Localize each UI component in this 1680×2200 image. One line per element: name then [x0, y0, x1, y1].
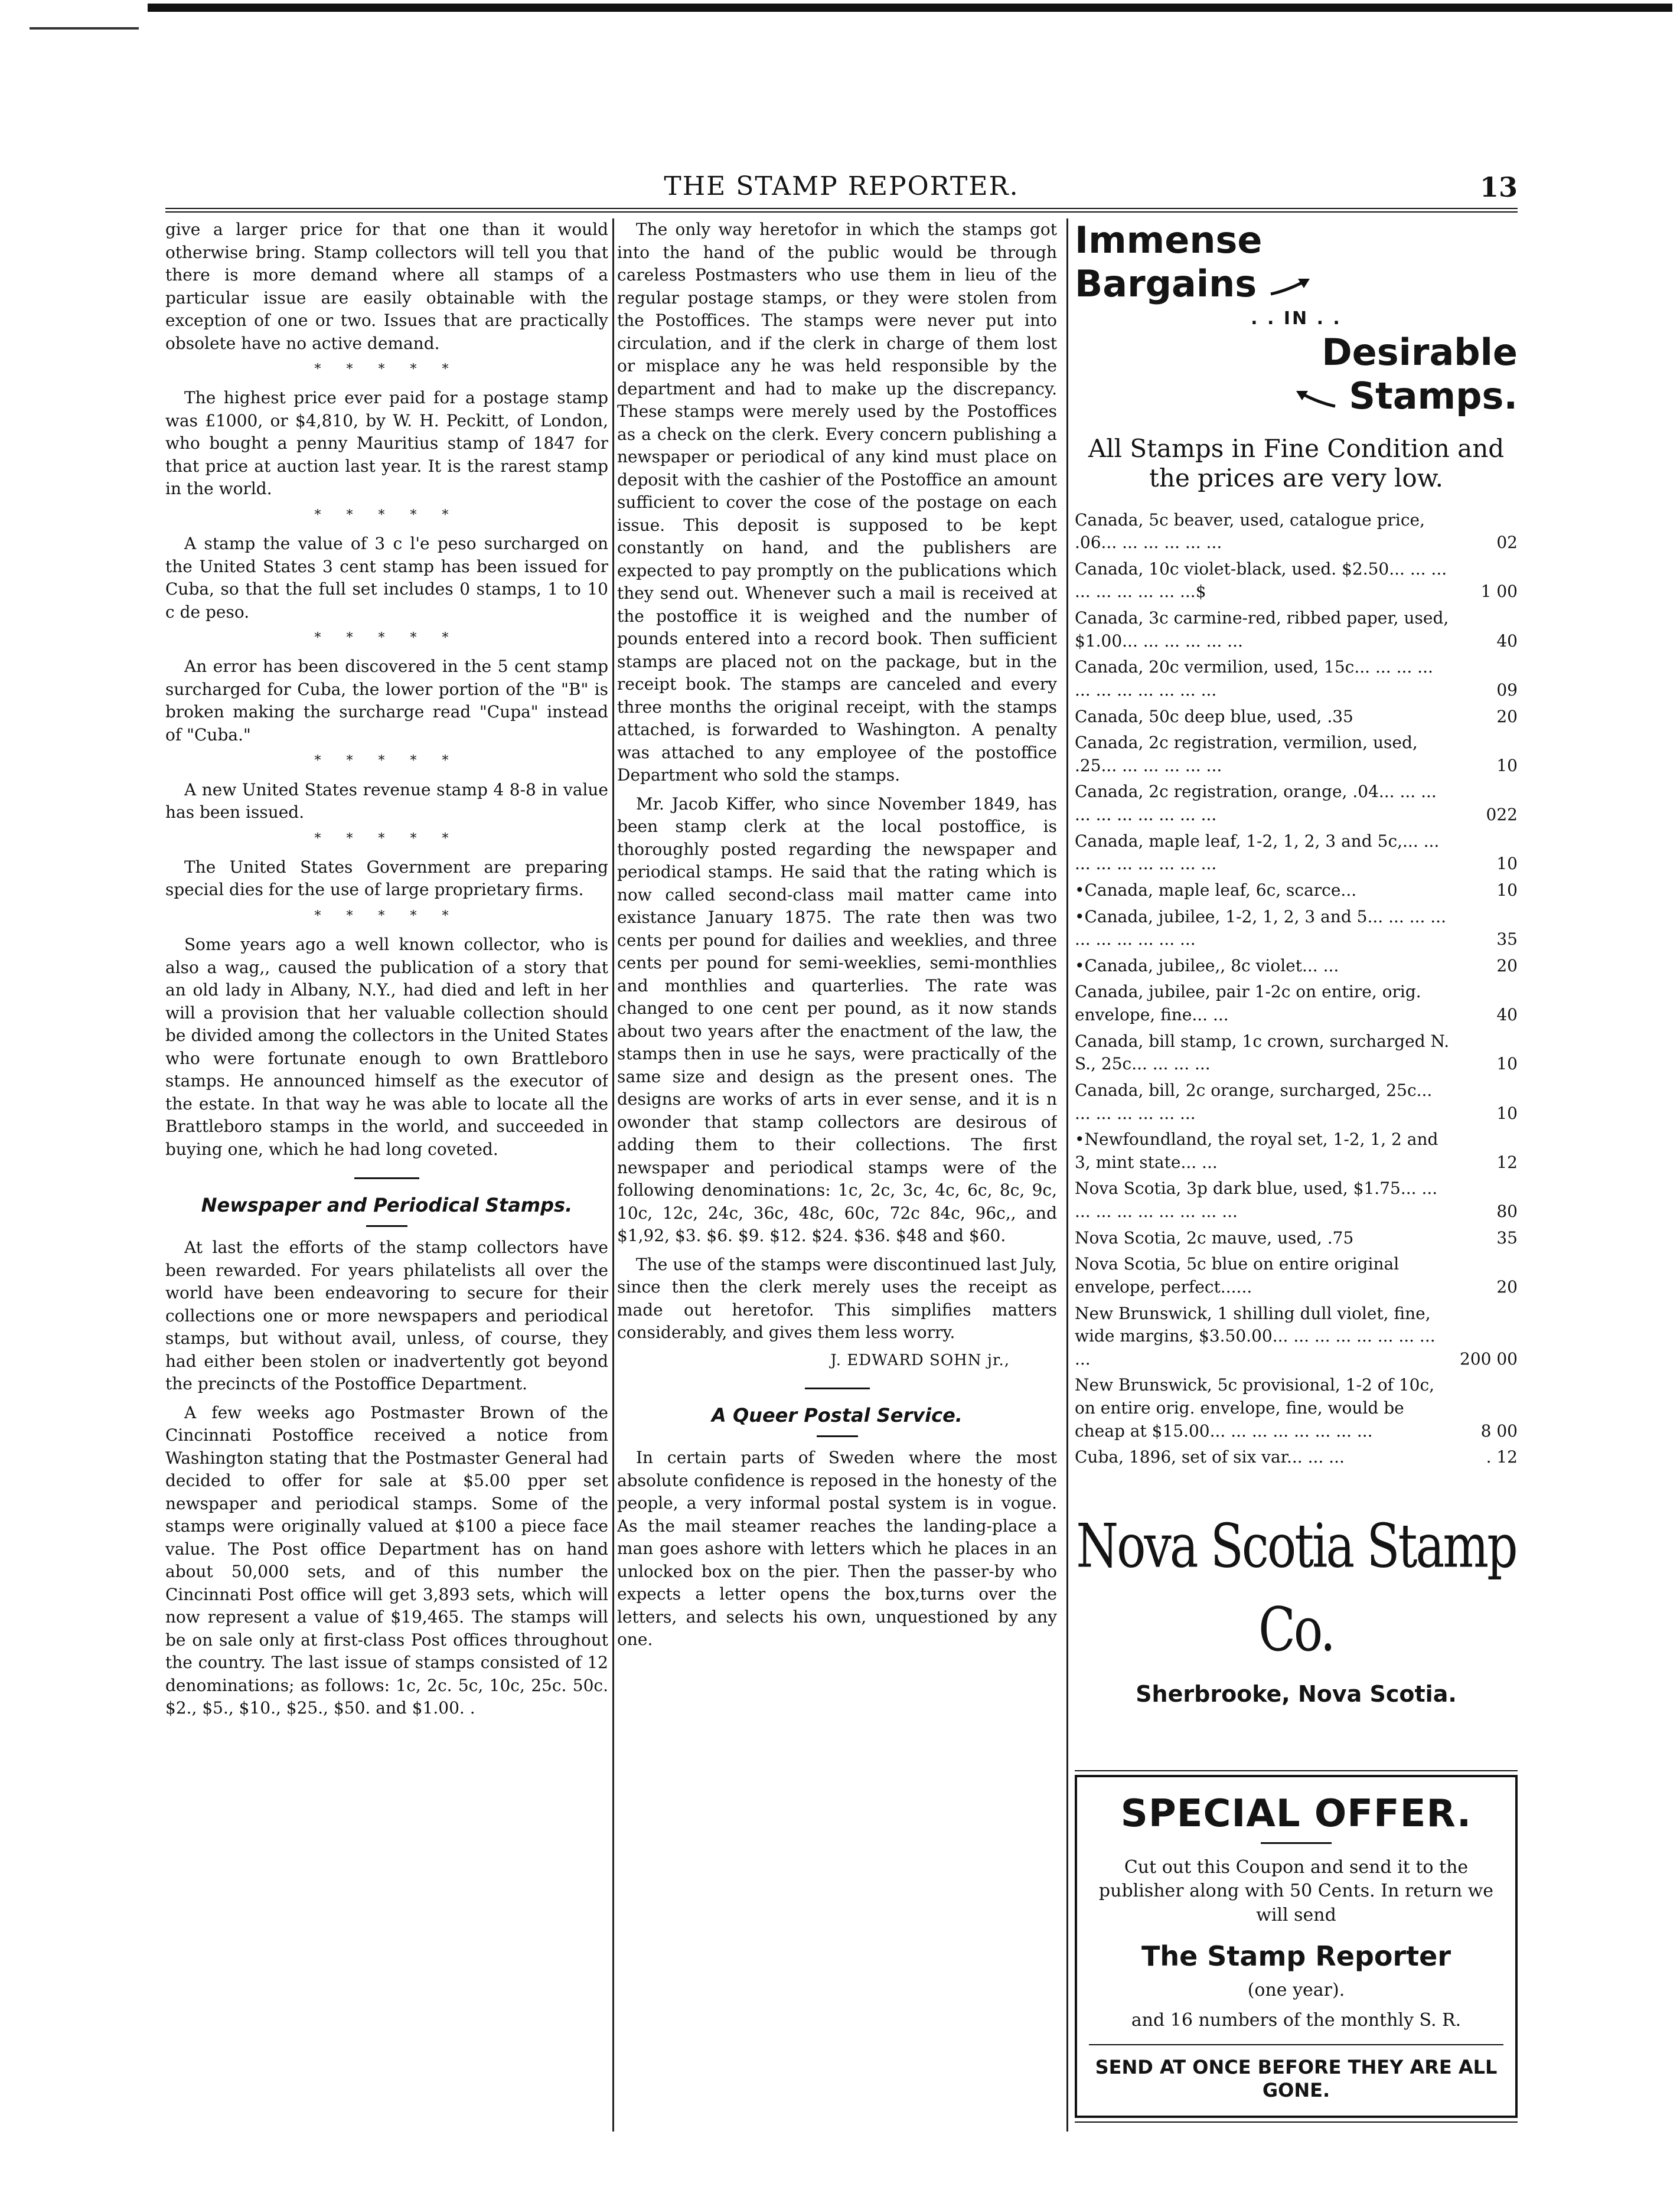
section-separator-stars: * * * * * [314, 831, 459, 846]
section-divider [366, 1225, 407, 1227]
article-paragraph: give a larger price for that one than it would otherwise bring. Stamp collectors will tell you that there is more demand where all stamps of a particular issue are easily obtainable with the exception of one or two. Issues that are practically obsolete have no active demand. [165, 220, 608, 353]
price-item-price: 12 [1496, 1152, 1518, 1172]
price-item-price: 40 [1496, 1005, 1518, 1025]
price-list-item [1075, 1253, 1518, 1298]
article-paragraph: A stamp the value of 3 c l'e peso surcharged on the United States 3 cent stamp has been issued for Cuba, so that the full set includes 0 stamps, 1 to 10 c de peso. [165, 534, 608, 622]
company-name: Nova Scotia Stamp Co. [1076, 1511, 1516, 1665]
offer-text: Cut out this Coupon and send it to the publisher along with 50 Cents. In return we will send [1098, 1856, 1494, 1925]
article-paragraph: The highest price ever paid for a postage stamp was £1000, or $4,810, by W. H. Peckitt, of London, who bought a penny Mauritius stamp of 1847 for that price at auction last year. It is the rarest stamp in the world. [165, 388, 608, 499]
header-rule [165, 208, 1518, 213]
top-border-rule [148, 4, 1672, 12]
offer-title: SPECIAL OFFER. [1120, 1791, 1472, 1836]
offer-divider [1261, 1842, 1332, 1844]
price-item-price: 10 [1496, 880, 1518, 900]
price-list-item [1075, 706, 1518, 729]
column-divider [612, 218, 614, 2132]
price-list-item [1075, 830, 1518, 876]
ad-heading-bargains [1075, 262, 1518, 306]
price-item-desc: Canada, 2c registration, orange, .04... ... ... ... ... ... ... ... ... ... [1075, 782, 1437, 825]
price-list-item [1075, 1374, 1518, 1442]
price-list-item [1075, 1227, 1518, 1250]
price-item-desc: •Canada, jubilee,, 8c violet... ... [1075, 955, 1339, 975]
price-item-price: 02 [1496, 533, 1518, 553]
article-paragraph: The United States Government are preparing special dies for the use of large proprietary firms. [165, 857, 608, 900]
pointing-arrow-icon [1295, 389, 1336, 409]
section-divider [354, 1177, 419, 1179]
company-address: Sherbrooke, Nova Scotia. [1136, 1681, 1457, 1708]
section-heading-queer-postal-service: A Queer Postal Service. [712, 1404, 963, 1427]
price-item-desc: New Brunswick, 1 shilling dull violet, fine, wide margins, $3.50.00... ... ... ... ... ... ... ... ... [1075, 1303, 1436, 1369]
article-paragraph: A new United States revenue stamp 4 8-8 in value has been issued. [165, 779, 608, 822]
offer-call-to-action: SEND AT ONCE BEFORE THEY ARE ALL GONE. [1095, 2056, 1498, 2101]
ad-intro: All Stamps in Fine Condition and the prices are very low. [1088, 433, 1505, 493]
section-separator-stars: * * * * * [314, 507, 459, 523]
price-item-desc: •Canada, jubilee, 1-2, 1, 2, 3 and 5... ... ... ... ... ... ... ... ... ... [1075, 906, 1446, 949]
price-item-price: 20 [1496, 955, 1518, 975]
price-list-item [1075, 1446, 1518, 1469]
ad-heading-stamps-text: Stamps. [1349, 374, 1518, 418]
price-item-desc: Canada, 10c violet-black, used. $2.50... ... ... ... ... ... ... ... ...$ [1075, 559, 1447, 602]
price-list-item [1075, 781, 1518, 826]
ad-heading-desirable: Desirable [1322, 331, 1518, 374]
offer-publication: The Stamp Reporter [1141, 1940, 1451, 1973]
price-list-item [1075, 879, 1518, 902]
article-paragraph: An error has been discovered in the 5 cent stamp surcharged for Cuba, the lower portion of the "B" is broken making the surcharge read "Cupa" instead of "Cuba." [165, 657, 608, 745]
page-number: 13 [1479, 171, 1518, 203]
article-paragraph: At last the efforts of the stamp collectors have been rewarded. For years philatelists all over the world have been endeavoring to secure for their collections one or more newspapers and periodical stamps, but without avail, unless, of course, they had either been stolen or inadvertently got beyond the precincts of the Postoffice Department. [165, 1238, 608, 1393]
price-item-desc: Nova Scotia, 3p dark blue, used, $1.75... ... ... ... ... ... ... ... ... ... [1075, 1179, 1438, 1222]
page-header [165, 171, 1518, 207]
price-item-price: 80 [1496, 1202, 1518, 1222]
article-paragraph: Some years ago a well known collector, who is also a wag,, caused the publication of a story that an old lady in Albany, N.Y., had died and left in her will a provision that her valuable collection should be divided among the collectors in the United States who were fortunate enough to own Brattleboro stamps. He announced himself as the executor of the estate. In that way he was able to locate all the Brattleboro stamps in the world, and succeeded in buying one, which he had long coveted. [165, 935, 608, 1159]
price-list-item [1075, 732, 1518, 777]
price-list-item [1075, 1079, 1518, 1125]
ad-heading-bargains-text: Bargains [1075, 262, 1257, 306]
column-divider [1066, 218, 1068, 2132]
price-item-price: 200 00 [1460, 1349, 1518, 1369]
price-list-item [1075, 607, 1518, 652]
article-paragraph: Mr. Jacob Kiffer, who since November 1849, has been stamp clerk at the local postoffice, is thoroughly posted regarding the newspaper and periodical stamps. He said that the rating which is now called second-class mail matter came into existance January 1875. The rate then was two cents per pound for dailies and weeklies, and three cents per pound for semi-weeklies, semi-monthlies and monthlies and quarterlies. The rate was changed to one cent per pound, as it now stands about two years after the enactment of the law, the stamps then in use he says, were practically of the same size and design as the present ones. The designs are works of arts in ever sense, and it is n owonder that stamp collectors are desirous of adding them to their collections. The first newspaper and periodical stamps were of the following denominations: 1c, 2c, 3c, 4c, 6c, 8c, 9c, 10c, 12c, 24c, 36c, 48c, 60c, 72c 84c, 96c,, and $1,92, $3. $6. $9. $12. $24. $36. $48 and $60. [617, 794, 1057, 1245]
left-column [165, 218, 608, 2132]
price-item-desc: •Newfoundland, the royal set, 1-2, 1, 2 and 3, mint state... ... [1075, 1130, 1438, 1172]
section-separator-stars: * * * * * [314, 753, 459, 769]
price-list-item [1075, 1177, 1518, 1223]
price-item-price: . 12 [1486, 1447, 1518, 1467]
price-item-price: 1 00 [1480, 582, 1518, 602]
price-list-item [1075, 1303, 1518, 1371]
ad-in-text: . . IN . . [1251, 308, 1342, 329]
price-item-desc: Canada, 5c beaver, used, catalogue price, .06... ... ... ... ... ... [1075, 510, 1425, 553]
price-list-item [1075, 656, 1518, 701]
price-item-price: 20 [1496, 706, 1518, 726]
price-item-price: 10 [1496, 755, 1518, 775]
price-item-desc: Canada, 3c carmine-red, ribbed paper, used, $1.00... ... ... ... ... ... [1075, 608, 1449, 651]
article-paragraph: In certain parts of Sweden where the most absolute confidence is reposed in the honesty of the people, a very informal postal system is in vogue. As the mail steamer reaches the landing-place a man goes ashore with letters which he places in an unlocked box on the pier. Then the passer-by who expects a letter opens the box,turns over the letters, and selects his own, unquestioned by any one. [617, 1448, 1057, 1650]
price-item-desc: Canada, maple leaf, 1-2, 1, 2, 3 and 5c,... ... ... ... ... ... ... ... ... [1075, 831, 1440, 874]
price-item-price: 10 [1496, 1103, 1518, 1123]
article-paragraph: A few weeks ago Postmaster Brown of the Cincinnati Postoffice received a notice from Washington stating that the Postmaster General had decided to offer for sale at $5.00 pper set newspaper and periodical stamps. Some of the stamps were originally valued at $100 a piece face value. The Post office Department has on hand about 50,000 sets, and of this number the Cincinnati Post office will get 3,893 sets, which will now represent a value of $19,465. The stamps will be on sale only at first-class Post offices throughout the country. The last issue of stamps consisted of 12 denominations; as follows: 1c, 2c. 5c, 10c, 25c. 50c. $2., $5., $10., $25., $50. and $1.00. . [165, 1402, 608, 1718]
price-list-item [1075, 981, 1518, 1026]
price-item-price: 35 [1496, 929, 1518, 949]
price-item-desc: New Brunswick, 5c provisional, 1-2 of 10c, on entire orig. envelope, fine, would be cheap at $15.00... ... ... ... ... ... ... ... [1075, 1375, 1435, 1441]
price-list-item [1075, 1128, 1518, 1174]
price-item-desc: Canada, 20c vermilion, used, 15c... ... ... ... ... ... ... ... ... ... ... [1075, 657, 1433, 700]
section-separator-stars: * * * * * [314, 631, 459, 645]
section-separator-stars: * * * * * [314, 362, 459, 377]
price-list [1075, 509, 1518, 1469]
section-separator-stars: * * * * * [314, 908, 459, 923]
price-item-price: 10 [1496, 1054, 1518, 1074]
ad-heading-immense: Immense [1075, 218, 1263, 262]
price-item-price: 10 [1496, 854, 1518, 874]
price-item-desc: Canada, bill, 2c orange, surcharged, 25c... ... ... ... ... ... ... [1075, 1080, 1433, 1123]
price-item-price: 40 [1496, 631, 1518, 651]
price-item-price: 022 [1486, 805, 1518, 825]
price-item-desc: Canada, 2c registration, vermilion, used, .25... ... ... ... ... ... [1075, 733, 1418, 775]
price-item-desc: Cuba, 1896, set of six var... ... ... [1075, 1447, 1345, 1467]
article-signature: J. EDWARD SOHN jr., [830, 1351, 1010, 1369]
middle-column [617, 218, 1057, 2132]
price-item-desc: Canada, 50c deep blue, used, .35 [1075, 706, 1353, 726]
price-item-price: 35 [1496, 1228, 1518, 1248]
article-paragraph: The use of the stamps were discontinued last July, since then the clerk merely uses the receipt as made out heretofor. This simplifies matters considerably, and gives them less worry. [617, 1254, 1057, 1342]
special-offer-coupon [1075, 1775, 1518, 2119]
price-item-desc: Canada, bill stamp, 1c crown, surcharged N. S., 25c... ... ... ... [1075, 1031, 1450, 1074]
price-item-price: 09 [1496, 680, 1518, 700]
price-item-desc: Nova Scotia, 2c mauve, used, .75 [1075, 1228, 1354, 1248]
offer-duration: (one year). [1247, 1980, 1345, 2001]
top-left-mark [30, 27, 139, 30]
offer-inner-divider [1089, 2044, 1503, 2045]
article-paragraph: The only way heretofor in which the stamps got into the hand of the public would be through careless Postmasters who use them in lieu of the regular postage stamps, or they were stolen from the Postoffices. The stamps were never put into circulation, and if the clerk in charge of them lost or misplace any he was held responsible by the department and had to make up the discrepancy. These stamps were merely used by the Postoffices as a check on the clerk. Every concern publishing a newspaper or periodical of any kind must place on deposit with the cashier of the Postoffice an amount sufficient to cover the cose of the postage on each issue. This deposit is supposed to be kept constantly on hand, and the publishers are expected to pay promptly on the publications which they send out. Whenever such a mail is received at the postoffice it is weighed and the number of pounds entered into a record book. Then sufficient stamps are placed not on the package, but in the receipt book. The stamps are canceled and every three months the original receipt, with the stamps attached, is forwarded to Washington. A penalty was attached to any employee of the postoffice Department who sold the stamps. [617, 220, 1057, 785]
right-column-ads [1075, 218, 1518, 2132]
newspaper-title: THE STAMP REPORTER. [664, 171, 1019, 201]
ad-heading-stamps [1075, 374, 1518, 418]
section-heading-newspaper-stamps: Newspaper and Periodical Stamps. [201, 1194, 573, 1216]
price-list-item [1075, 1030, 1518, 1076]
section-divider [805, 1388, 870, 1389]
offer-extra: and 16 numbers of the monthly S. R. [1131, 2009, 1462, 2031]
price-item-price: 20 [1496, 1277, 1518, 1297]
price-item-desc: Canada, jubilee, pair 1-2c on entire, orig. envelope, fine... ... [1075, 982, 1421, 1025]
price-list-item [1075, 558, 1518, 603]
price-list-item [1075, 906, 1518, 951]
price-item-desc: Nova Scotia, 5c blue on entire original envelope, perfect...... [1075, 1254, 1400, 1297]
pointing-arrow-icon [1270, 276, 1311, 296]
price-item-desc: •Canada, maple leaf, 6c, scarce... [1075, 880, 1357, 900]
price-list-item [1075, 955, 1518, 978]
price-list-item [1075, 509, 1518, 554]
price-item-price: 8 00 [1480, 1421, 1518, 1441]
section-divider [817, 1435, 858, 1437]
